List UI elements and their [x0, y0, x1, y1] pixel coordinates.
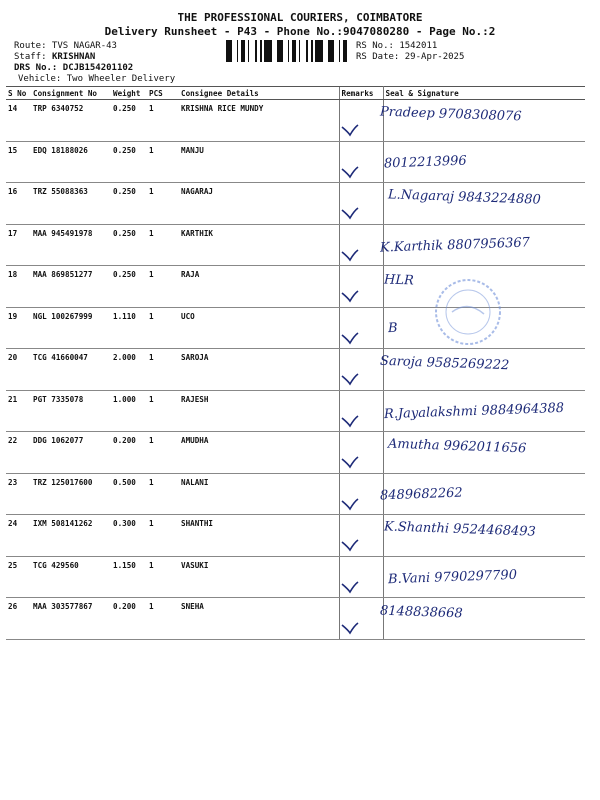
row-consignment-no: MAA 303577867 — [31, 598, 111, 640]
row-sno: 23 — [6, 473, 31, 515]
remarks-tick-icon — [340, 289, 360, 303]
staff-label: Staff: — [14, 52, 47, 62]
rs-number: RS No.: 1542011 — [356, 41, 438, 51]
row-consignee: KARTHIK — [179, 224, 339, 266]
remarks-tick-icon — [340, 331, 360, 345]
signature-text: R.Jayalakshmi 9884964388 — [383, 400, 565, 423]
remarks-tick-icon — [340, 621, 360, 635]
route-field: Route: TVS NAGAR-43 — [14, 41, 117, 51]
row-weight: 1.000 — [111, 390, 147, 432]
row-weight: 0.500 — [111, 473, 147, 515]
row-sno: 26 — [6, 598, 31, 640]
row-weight: 0.200 — [111, 432, 147, 474]
row-consignee: UCO — [179, 307, 339, 349]
signature-text: Pradeep 9708308076 — [379, 104, 522, 125]
row-pcs: 1 — [147, 100, 179, 142]
row-weight: 1.110 — [111, 307, 147, 349]
row-weight: 0.250 — [111, 141, 147, 183]
row-consignment-no: IXM 508141262 — [31, 515, 111, 557]
drs-label: DRS No.: — [14, 63, 58, 73]
table-row — [6, 598, 585, 640]
row-consignment-no: DDG 1062077 — [31, 432, 111, 474]
signature-text: Saroja 9585269222 — [379, 353, 510, 374]
barcode-icon — [226, 40, 350, 62]
row-consignee: MANJU — [179, 141, 339, 183]
row-sno: 21 — [6, 390, 31, 432]
signature-text: K.Karthik 8807956367 — [379, 235, 531, 256]
row-consignee: SAROJA — [179, 349, 339, 391]
remarks-tick-icon — [340, 165, 360, 179]
remarks-tick-icon — [340, 497, 360, 511]
remarks-tick-icon — [340, 372, 360, 386]
row-sno: 16 — [6, 183, 31, 225]
row-pcs: 1 — [147, 390, 179, 432]
remarks-tick-icon — [340, 414, 360, 428]
row-consignment-no: TCG 41660047 — [31, 349, 111, 391]
row-consignment-no: EDQ 18188026 — [31, 141, 111, 183]
row-pcs: 1 — [147, 515, 179, 557]
row-consignment-no: TRZ 55088363 — [31, 183, 111, 225]
row-consignee: VASUKI — [179, 556, 339, 598]
row-pcs: 1 — [147, 349, 179, 391]
staff-value: KRISHNAN — [51, 52, 96, 62]
signature-text: 8148838668 — [379, 603, 463, 622]
row-sno: 20 — [6, 349, 31, 391]
table-header — [6, 87, 585, 100]
remarks-tick-icon — [340, 123, 360, 137]
row-pcs: 1 — [147, 266, 179, 308]
remarks-tick-icon — [340, 206, 360, 220]
row-sno: 14 — [6, 100, 31, 142]
sheet-title: THE PROFESSIONAL COURIERS, COIMBATORE — [177, 11, 423, 24]
row-consignment-no: TRP 6340752 — [31, 100, 111, 142]
sheet-subtitle: Delivery Runsheet - P43 - Phone No.:9047080280 - Page No.:2 — [104, 25, 496, 38]
vehicle-field: Vehicle: Two Wheeler Delivery — [18, 74, 176, 84]
row-pcs: 1 — [147, 141, 179, 183]
drs-field — [14, 63, 133, 74]
row-pcs: 1 — [147, 224, 179, 266]
row-pcs: 1 — [147, 307, 179, 349]
row-consignee: NALANI — [179, 473, 339, 515]
col-consignment: Consignment No — [31, 87, 111, 100]
row-sno: 17 — [6, 224, 31, 266]
col-consignee: Consignee Details — [179, 87, 339, 100]
row-weight: 0.300 — [111, 515, 147, 557]
col-pcs: PCS — [147, 87, 179, 100]
table-row — [6, 141, 585, 183]
row-consignment-no: MAA 869851277 — [31, 266, 111, 308]
row-weight: 0.250 — [111, 266, 147, 308]
row-weight: 0.250 — [111, 100, 147, 142]
staff-field — [14, 52, 95, 63]
row-consignment-no: PGT 7335078 — [31, 390, 111, 432]
row-weight: 0.200 — [111, 598, 147, 640]
row-consignee: RAJESH — [179, 390, 339, 432]
table-row — [6, 473, 585, 515]
col-signature: Seal & Signature — [383, 87, 585, 100]
row-consignment-no: NGL 100267999 — [31, 307, 111, 349]
row-weight: 0.250 — [111, 183, 147, 225]
row-weight: 1.150 — [111, 556, 147, 598]
remarks-tick-icon — [340, 538, 360, 552]
signature-text: HLR — [383, 272, 415, 289]
row-consignee: KRISHNA RICE MUNDY — [179, 100, 339, 142]
remarks-tick-icon — [340, 248, 360, 262]
row-consignee: SHANTHI — [179, 515, 339, 557]
row-consignee: RAJA — [179, 266, 339, 308]
signature-text: B — [387, 320, 398, 337]
row-sno: 19 — [6, 307, 31, 349]
signature-text: 8489682262 — [379, 485, 463, 504]
signature-text: K.Shanthi 9524468493 — [383, 519, 537, 540]
row-sno: 22 — [6, 432, 31, 474]
col-sno: S No — [6, 87, 31, 100]
remarks-tick-icon — [340, 455, 360, 469]
signature-text: B.Vani 9790297790 — [387, 567, 518, 588]
signature-text: Amutha 9962011656 — [387, 436, 527, 457]
signature-text: 8012213996 — [383, 153, 467, 172]
row-consignee: SNEHA — [179, 598, 339, 640]
row-consignment-no: TRZ 125017600 — [31, 473, 111, 515]
remarks-tick-icon — [340, 580, 360, 594]
row-sno: 25 — [6, 556, 31, 598]
row-pcs: 1 — [147, 598, 179, 640]
row-consignee: AMUDHA — [179, 432, 339, 474]
col-remarks: Remarks — [339, 87, 383, 100]
row-weight: 2.000 — [111, 349, 147, 391]
signature-text: L.Nagaraj 9843224880 — [387, 187, 542, 208]
row-pcs: 1 — [147, 432, 179, 474]
row-sno: 24 — [6, 515, 31, 557]
row-pcs: 1 — [147, 556, 179, 598]
seal-stamp-icon — [432, 276, 504, 348]
row-pcs: 1 — [147, 473, 179, 515]
row-sno: 18 — [6, 266, 31, 308]
row-sno: 15 — [6, 141, 31, 183]
drs-value: DCJB154201102 — [62, 63, 134, 73]
row-consignment-no: TCG 429560 — [31, 556, 111, 598]
row-consignment-no: MAA 945491978 — [31, 224, 111, 266]
col-weight: Weight — [111, 87, 147, 100]
row-weight: 0.250 — [111, 224, 147, 266]
row-consignee: NAGARAJ — [179, 183, 339, 225]
row-pcs: 1 — [147, 183, 179, 225]
rs-date: RS Date: 29-Apr-2025 — [356, 52, 465, 62]
